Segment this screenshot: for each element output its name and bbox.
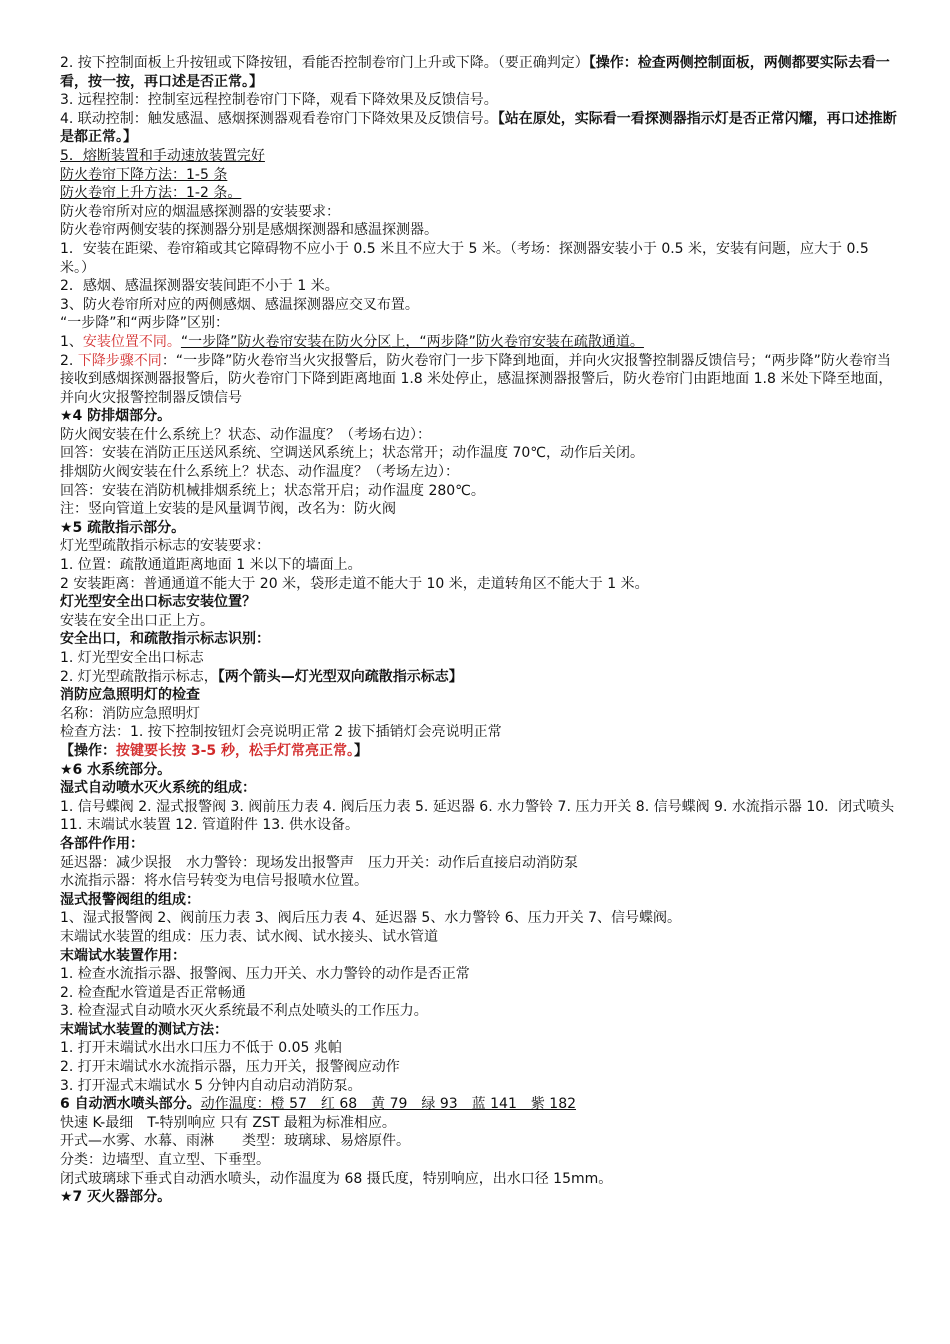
sub-heading: 末端试水装置的测试方法：	[60, 1021, 228, 1038]
text-line: 2．感烟、感温探测器安装间距不小于 1 米。	[60, 278, 339, 295]
sub-heading: 6 自动洒水喷头部分。	[60, 1096, 201, 1113]
text-line: 快速 K-最细 T-特别响应 只有 ZST 最粗为标准相应。	[60, 1114, 396, 1131]
text-line: 1. 检查水流指示器、报警阀、压力开关、水力警铃的动作是否正常	[60, 966, 470, 983]
text-span: ：“一步降”防火卷帘当火灾报警后，防火卷帘门一步下降到地面，并向火灾报警控制器反馈信号；“两步降”防火卷帘当接收到感烟探测器报警后，防火卷帘门下降到距离地面 1.8 米处停止，感温探测器报警后，防火卷帘门由距地面 1.8 米处下降至地面，并向火灾报警控制器反馈信号	[60, 352, 893, 406]
text-span: “一步降”防火卷帘安装在防火分区上，“两步降”防火卷帘安装在疏散通道。	[180, 333, 644, 350]
text-line: 注：竖向管道上安装的是风量调节阀，改名为：防火阀	[60, 501, 396, 518]
operation-note: 【操作：	[60, 742, 116, 759]
text-line: 2. 检查配水管道是否正常畅通	[60, 984, 246, 1001]
sub-heading: 安全出口，和疏散指示标志识别：	[60, 631, 270, 648]
sub-heading: 各部件作用：	[60, 835, 144, 852]
text-line: 1、湿式报警阀 2、阀前压力表 3、阀后压力表 4、延迟器 5、水力警铃 6、压力开关 7、信号蝶阀。	[60, 910, 682, 927]
text-line: 3. 打开湿式末端试水 5 分钟内自动启动消防泵。	[60, 1077, 362, 1094]
text-line: 防火阀安装在什么系统上？状态、动作温度？（考场右边）：	[60, 426, 431, 443]
section-heading: ★6 水系统部分。	[60, 761, 172, 778]
text-span: 2. 灯光型疏散指示标志，	[60, 668, 218, 685]
text-line: 防火卷帘下降方法：1-5 条	[60, 166, 228, 183]
text-line: 回答：安装在消防正压送风系统、空调送风系统上；状态常开；动作温度 70℃，动作后关闭。	[60, 445, 644, 462]
text-line: 开式—水雾、水幕、雨淋 类型：玻璃球、易熔原件。	[60, 1133, 410, 1150]
text-line: 1. 灯光型安全出口标志	[60, 650, 204, 666]
text-line: 防火卷帘上升方法：1-2 条。	[60, 185, 242, 202]
text-line	[60, 352, 900, 408]
text-line: 水流指示器：将水信号转变为电信号报喷水位置。	[60, 873, 368, 890]
text-line	[60, 333, 900, 352]
text-line: 延迟器：减少误报 水力警铃：现场发出报警声 压力开关：动作后直接启动消防泵	[60, 854, 578, 871]
section-heading: ★5 疏散指示部分。	[60, 519, 186, 536]
text-span: 2.	[60, 352, 78, 369]
text-line: 防火卷帘两侧安装的探测器分别是感烟探测器和感温探测器。	[60, 222, 438, 239]
text-line	[60, 1095, 900, 1114]
highlight-red: 下降步骤不同	[77, 352, 162, 369]
section-heading: ★7 灭火器部分。	[60, 1189, 172, 1206]
text-line: 排烟防火阀安装在什么系统上？状态、动作温度？（考场左边）：	[60, 464, 459, 481]
sub-heading: 消防应急照明灯的检查	[60, 687, 200, 704]
sub-heading: 湿式自动喷水灭火系统的组成：	[60, 780, 256, 797]
text-line	[60, 54, 900, 91]
text-line: 灯光型疏散指示标志的安装要求：	[60, 538, 270, 555]
text-line: 回答：安装在消防机械排烟系统上；状态常开启；动作温度 280℃。	[60, 482, 485, 499]
text-line: 1. 打开末端试水出水口压力不低于 0.05 兆帕	[60, 1040, 342, 1057]
text-line: 闭式玻璃球下垂式自动洒水喷头，动作温度为 68 摄氏度，特别响应，出水口径 15mm。	[60, 1170, 613, 1187]
text-line: 名称：消防应急照明灯	[60, 705, 200, 722]
operation-note: 【站在原处，实际看一看探测器指示灯是否正常闪耀，再口述推断是都正常。】	[60, 110, 897, 146]
text-line: 1. 信号蝶阀 2. 湿式报警阀 3. 阀前压力表 4. 阀后压力表 5. 延迟器 6. 水力警铃 7. 压力开关 8. 信号蝶阀 9. 水流指示器 10．闭式喷头 11. 末端试水装置 12. 管道附件 13. 供水设备。	[60, 798, 895, 834]
text-span: 4. 联动控制：触发感温、感烟探测器观看卷帘门下降效果及反馈信号。	[60, 110, 498, 127]
text-line: 防火卷帘所对应的烟温感探测器的安装要求：	[60, 203, 340, 220]
text-line: 3、防火卷帘所对应的两侧感烟、感温探测器应交叉布置。	[60, 296, 419, 313]
text-line: 安装在安全出口正上方。	[60, 612, 214, 629]
text-line: “一步降”和“两步降”区别：	[60, 315, 230, 332]
sub-heading: 末端试水装置作用：	[60, 947, 186, 964]
text-line	[60, 668, 900, 687]
section-heading: ★4 防排烟部分。	[60, 408, 172, 425]
text-line: 3. 检查湿式自动喷水灭火系统最不利点处喷头的工作压力。	[60, 1003, 428, 1020]
text-line: 末端试水装置的组成：压力表、试水阀、试水接头、试水管道	[60, 928, 438, 945]
sub-heading: 灯光型安全出口标志安装位置？	[60, 594, 256, 611]
text-span: 1、	[60, 333, 83, 350]
text-line: 2 安装距离：普通通道不能大于 20 米，袋形走道不能大于 10 米，走道转角区不能大于 1 米。	[60, 575, 649, 592]
text-line: 3. 远程控制：控制室远程控制卷帘门下降，观看下降效果及反馈信号。	[60, 92, 498, 109]
highlight-red: 安装位置不同。	[82, 333, 181, 350]
text-span: 2. 按下控制面板上升按钮或下降按钮，看能否控制卷帘门上升或下降。（要正确判定）	[60, 55, 589, 71]
text-line	[60, 110, 900, 147]
text-line	[60, 742, 900, 761]
text-line: 分类：边墙型、直立型、下垂型。	[60, 1152, 270, 1169]
sub-heading: 湿式报警阀组的组成：	[60, 891, 200, 908]
text-line: 2. 打开末端试水水流指示器，压力开关，报警阀应动作	[60, 1059, 400, 1076]
text-span: 动作温度：橙 57 红 68 黄 79 绿 93 蓝 141 紫 182	[200, 1096, 577, 1113]
text-line: 检查方法：1. 按下控制按钮灯会亮说明正常 2 拔下插销灯会亮说明正常	[60, 724, 502, 741]
operation-note: 【两个箭头—灯光型双向疏散指示标志】	[217, 668, 463, 685]
highlight-red: 按键要长按 3-5 秒，松手灯常亮正常。	[116, 742, 355, 759]
text-line: 1．安装在距梁、卷帘箱或其它障碍物不应小于 0.5 米且不应大于 5 米。（考场：探测器安装小于 0.5 米，安装有问题，应大于 0.5 米。）	[60, 240, 869, 276]
text-line: 1. 位置：疏散通道距离地面 1 米以下的墙面上。	[60, 557, 362, 574]
operation-note: 【操作：检查两侧控制面板，两侧都要实际去看一看，按一按，再口述是否正常。】	[60, 55, 890, 90]
text-line: 5．熔断装置和手动速放装置完好	[60, 147, 265, 164]
operation-note: 】	[354, 742, 369, 759]
